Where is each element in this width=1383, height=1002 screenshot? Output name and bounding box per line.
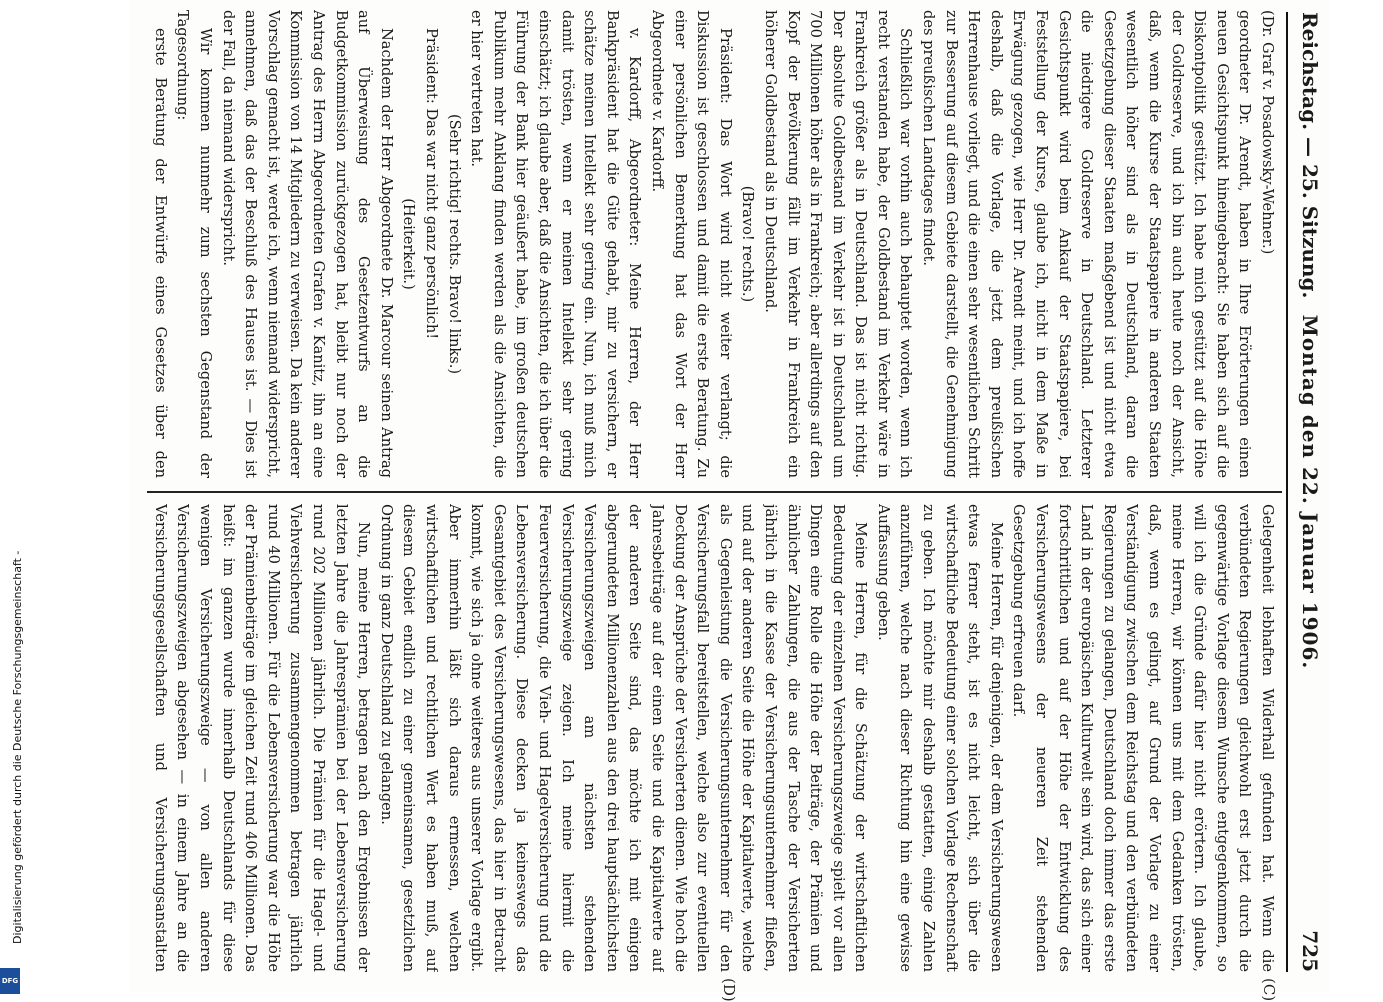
left-column xyxy=(148,10,1278,478)
paragraph: Gelegenheit lebhaften Widerhall gefunden hat. Wenn die verbündeten Regierungen gleichwohl erst jetzt durch die gegenwärtige Vorlage diesem Wunsche entgegenkommen, so will ich die Gründe dafür hier nicht erörtern. Ich glaube, meine Herren, wir können uns mit dem Gedanken trösten, daß, wenn es gelingt, auf Grund der Vorlage zu einer Verständigung zwischen dem Reichstag und den verbündeten Regierungen zu gelangen, Deutschland doch immer das erste Land in der europäischen Kulturwelt sein wird, das sich einer fortschrittlichen und auf der Höhe der Entwicklung des Versicherungswesens der neueren Zeit stehenden Gesetzgebung erfreuen darf. xyxy=(1010,504,1276,972)
paragraph: Nun, meine Herren, betragen nach den Ergebnissen der letzten Jahre die Jahresprämien bei der Lebensversicherung rund 202 Millionen jährlich. Die Prämien für die Hagel- und Viehversicherung zusammengenommen betragen jährlich rund 40 Millionen. Für die Lebensversicherung war die Höhe der Prämienbeiträge im gleichen Zeit rund 406 Millionen. Das heißt: im ganzen wurde innerhalb Deutschlands für diese wenigen Versicherungszweige — von allen anderen Versicherungszweigen abgesehen — in einem Jahre an die Versicherungsgesellschaften und Versicherungsanstalten xyxy=(151,504,373,972)
stage-direction: (Bravo! rechts.) xyxy=(739,185,757,303)
paragraph: Meine Herren, für denjenigen, der dem Versicherungswesen etwas ferner steht, ist es nicht leicht, sich über die wirtschaftliche Bedeutung einer solchen Vorlage Rechenschaft zu geben. Ich möchte mir deshalb gestatten, einige Zahlen anzuführen, welche nach dieser Richtung hin eine gewisse Auffassung geben. xyxy=(874,504,1005,972)
digitization-credit-strip xyxy=(2,550,24,996)
stage-direction: (Sehr richtig! rechts. Bravo! links.) xyxy=(445,113,463,375)
paragraph: Schließlich war vorhin auch behauptet worden, wenn ich recht verstanden habe, der Goldbestand im Verkehr wäre in Frankreich größer als in Deutschland. Das ist nicht richtig. Der absolute Goldbestand im Verkehr ist in Deutschland um 700 Millionen höher als in Frankreich; aber allerdings auf den Kopf der Bevölkerung fällt im Verkehr in Frankreich ein höherer Goldbestand als in Deutschland. xyxy=(761,10,915,478)
column-divider xyxy=(147,491,1282,493)
header-rule xyxy=(1286,12,1288,972)
right-column xyxy=(148,504,1278,972)
paragraph: (Dr. Graf v. Posadowsky-Wehner.) xyxy=(1259,10,1276,255)
paragraph: erste Beratung der Entwürfe eines Gesetzes über den xyxy=(151,28,169,478)
stage-direction: (Heiterkeit.) xyxy=(400,198,418,290)
paragraph: Nachdem der Herr Abgeordnete Dr. Marcour seinen Antrag auf Überweisung des Gesetzentwurfs an die Budgetkommission zurückgezogen hat, bleibt nur noch der Antrag des Herrn Abgeordneten Grafen v. Kanitz, ihn an eine Kommission von 14 Mitgliedern zu verweisen. Da kein anderer Vorschlag gemacht ist, werde ich, wenn niemand widerspricht, annehmen, daß das der Beschluß des Hauses ist. — Dies ist der Fall, da niemand widerspricht. xyxy=(219,10,395,478)
dfg-logo: DFG xyxy=(0,968,20,994)
page-header xyxy=(1290,12,1330,972)
paragraph: Wir kommen nunmehr zum sechsten Gegenstand der Tagesordnung: xyxy=(174,10,215,478)
header-date: Montag den 22. Januar 1906. xyxy=(1298,314,1322,670)
paragraph: v. Kardorff, Abgeordneter: Meine Herren, der Herr Bankpräsident hat die Güte gehabt, mir zu versichern, er schätze meinen Intellekt sehr gering ein. Nun, ich muß mich damit trösten, wenn er meinen Intellekt sehr gering einschätzt; ich glaube aber, daß die Ansichten, die ich über die Führung der Bank hier geäußert habe, im großen deutschen Publikum mehr Anklang finden werden als die Ansichten, die er hier vertreten hat. xyxy=(468,10,644,478)
header-session-title: Reichstag. — 25. Sitzung. xyxy=(1298,12,1322,299)
paragraph: Präsident: Das war nicht ganz persönlich! xyxy=(423,28,441,340)
paragraph: geordneter Dr. Arendt, haben in Ihre Erörterungen einen neuen Gesichtspunkt hineingebracht: Sie haben sich auf die Diskontpolitik gestützt. Ich habe mich gestützt auf die Höhe der Goldreserve, und ich bin auch heute noch der Ansicht, daß, wenn die Kurse der Staatspapiere in anderen Staaten wesentlich höher sind als in Deutschland, daran die Gesetzgebung dieser Staaten maßgebend ist und nicht etwa die niedrigere Goldreserve in Deutschland. Letzterer Gesichtspunkt wird beim Ankauf der Staatspapiere, bei Feststellung der Kurse, glaube ich, nicht in dem Maße in Erwägung gezogen, wie Herr Dr. Arendt meint, und ich hoffe deshalb, daß die Vorlage, die jetzt dem preußischen Herrenhause vorliegt, und die einen sehr wesentlichen Schritt zur Besserung auf diesem Gebiete darstellt, die Genehmigung des preußischen Landtages findet. xyxy=(920,10,1254,478)
paragraph: Meine Herren, für die Schätzung der wirtschaftlichen Bedeutung der einzelnen Versicherungszweige spielt vor allen Dingen eine Rolle die Höhe der Beiträge, der Prämien und ähnlicher Zahlungen, die aus der Tasche der Versicherten jährlich in die Kasse der Versicherungsunternehmer fließen, und auf der anderen Seite die Höhe der Kapitalwerte, welche als Gegenleistung die Versicherungsunternehmer für den Versicherungsfall bereitstellen, welche also zur eventuellen Deckung der Ansprüche der Versicherten dienen. Wie hoch die Jahresbeiträge auf der einen Seite und die Kapitalwerte auf der anderen Seite sind, das möchte ich mit einigen abgerundeten Millionenzahlen aus den drei hauptsächlichsten Versicherungszweigen am nächsten stehenden Versicherungszweige zeigen. Ich meine hiermit die Feuerversicherung, die Vieh- und Hagelversicherung und die Lebensversicherung. Diese decken ja keineswegs das Gesamtgebiet des Versicherungswesens, das hier in Betracht kommt, wie sich ja ohne weiteres aus unserer Vorlage ergibt. Aber immerhin läßt sich daraus ermessen, welchen wirtschaftlichen und rechtlichen Wert es haben muß, auf diesem Gebiet endlich zu einer gemeinsamen, gesetzlichen Ordnung in ganz Deutschland zu gelangen. xyxy=(377,504,870,972)
page-number: 725 xyxy=(1298,930,1322,972)
paragraph: Präsident: Das Wort wird nicht weiter verlangt; die Diskussion ist geschlossen und damit die erste Beratung. Zu einer persönlichen Bemerkung hat das Wort der Herr Abgeordnete v. Kardorff. xyxy=(648,10,734,478)
document-page xyxy=(130,0,1330,1002)
digitization-credit: Digitalisierung gefördert durch die Deutsche Forschungsgemeinschaft - xyxy=(11,550,24,944)
margin-marker-c: (C) xyxy=(1260,978,1278,1002)
margin-marker-d: (D) xyxy=(720,978,738,1002)
